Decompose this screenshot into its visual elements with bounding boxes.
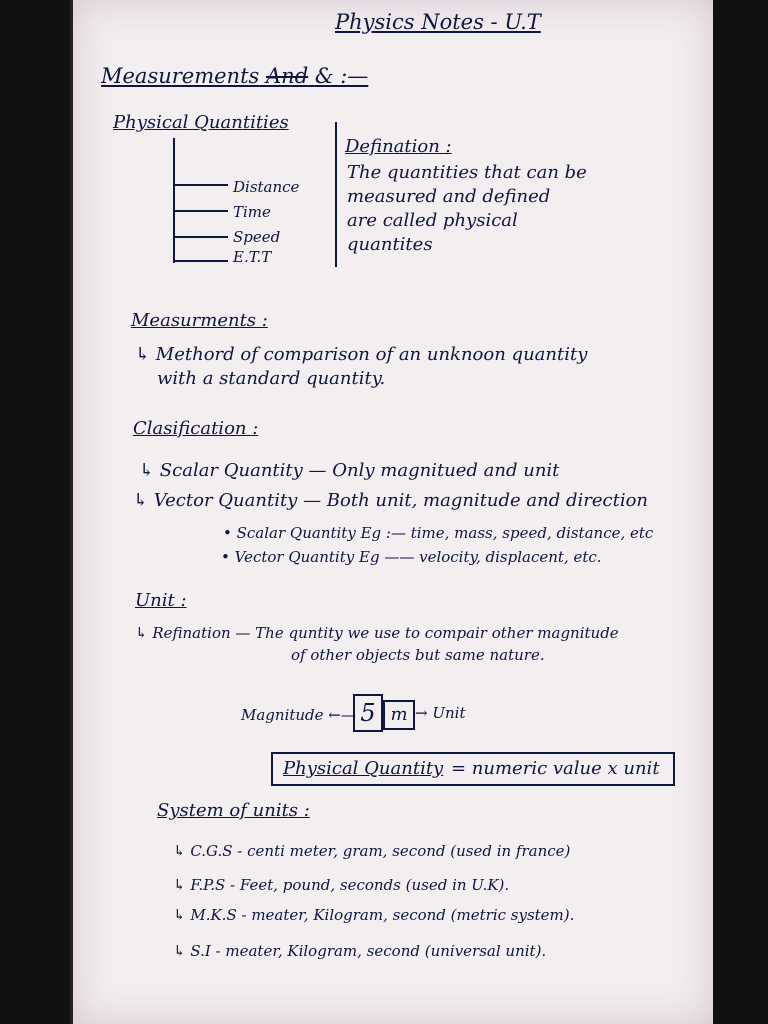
unit-label: Unit :	[135, 590, 187, 611]
definition-line: The quantities that can be	[347, 162, 587, 183]
tree-branch	[173, 210, 228, 212]
unit-box: m	[383, 700, 415, 730]
tree-branch	[173, 184, 228, 186]
physical-quantities-label: Physical Quantities	[113, 112, 289, 133]
vector-quantity-line: ↳ Vector Quantity — Both unit, magnitude and direction	[133, 490, 649, 511]
system-of-units-label: System of units :	[157, 800, 310, 821]
notebook-page	[70, 0, 713, 1024]
tree-trunk	[173, 138, 175, 263]
unit-system-item: ↳ F.P.S - Feet, pound, seconds (used in U.K).	[173, 876, 510, 894]
unit-definition-line: of other objects but same nature.	[291, 646, 545, 664]
unit-definition-line: ↳ Refination — The quntity we use to compair other magnitude	[135, 624, 619, 642]
unit-system-item: ↳ C.G.S - centi meter, gram, second (used in france)	[173, 842, 571, 860]
branch-speed: Speed	[233, 228, 281, 246]
measurements-label: Measurments :	[131, 310, 268, 331]
branch-distance: Distance	[233, 178, 300, 196]
tree-branch	[173, 260, 228, 262]
measurements-line: ↳ Methord of comparison of an unknoon quantity	[135, 344, 588, 365]
page-title: Physics Notes - U.T	[335, 10, 541, 34]
number-box: 5	[353, 694, 383, 732]
scalar-quantity-line: ↳ Scalar Quantity — Only magnitued and unit	[139, 460, 560, 481]
heading-struck-text: And	[266, 64, 309, 88]
measurements-line: with a standard quantity.	[157, 368, 386, 389]
definition-line: quantites	[347, 234, 433, 255]
branch-time: Time	[233, 203, 271, 221]
formula-right: = numeric value x unit	[451, 758, 660, 779]
heading-suffix: & :—	[314, 64, 369, 88]
formula-left: Physical Quantity	[283, 758, 444, 779]
diagram-magnitude-label: Magnitude ←—	[241, 706, 356, 724]
section-heading	[101, 64, 368, 88]
heading-text: Measurements	[101, 64, 260, 88]
branch-ett: E.T.T	[233, 248, 272, 266]
tree-branch	[173, 236, 228, 238]
unit-system-item: ↳ S.I - meater, Kilogram, second (universal unit).	[173, 942, 547, 960]
definition-line: are called physical	[347, 210, 518, 231]
vector-example-line: • Vector Quantity Eg —— velocity, displacent, etc.	[221, 548, 602, 566]
classification-label: Clasification :	[133, 418, 259, 439]
scalar-example-line: • Scalar Quantity Eg :— time, mass, speed, distance, etc	[223, 524, 654, 542]
definition-label: Defination :	[345, 136, 452, 157]
unit-system-item: ↳ M.K.S - meater, Kilogram, second (metric system).	[173, 906, 575, 924]
definition-line: measured and defined	[347, 186, 551, 207]
diagram-unit-label: → Unit	[415, 704, 466, 722]
column-divider	[335, 122, 337, 267]
formula-box	[271, 752, 675, 786]
